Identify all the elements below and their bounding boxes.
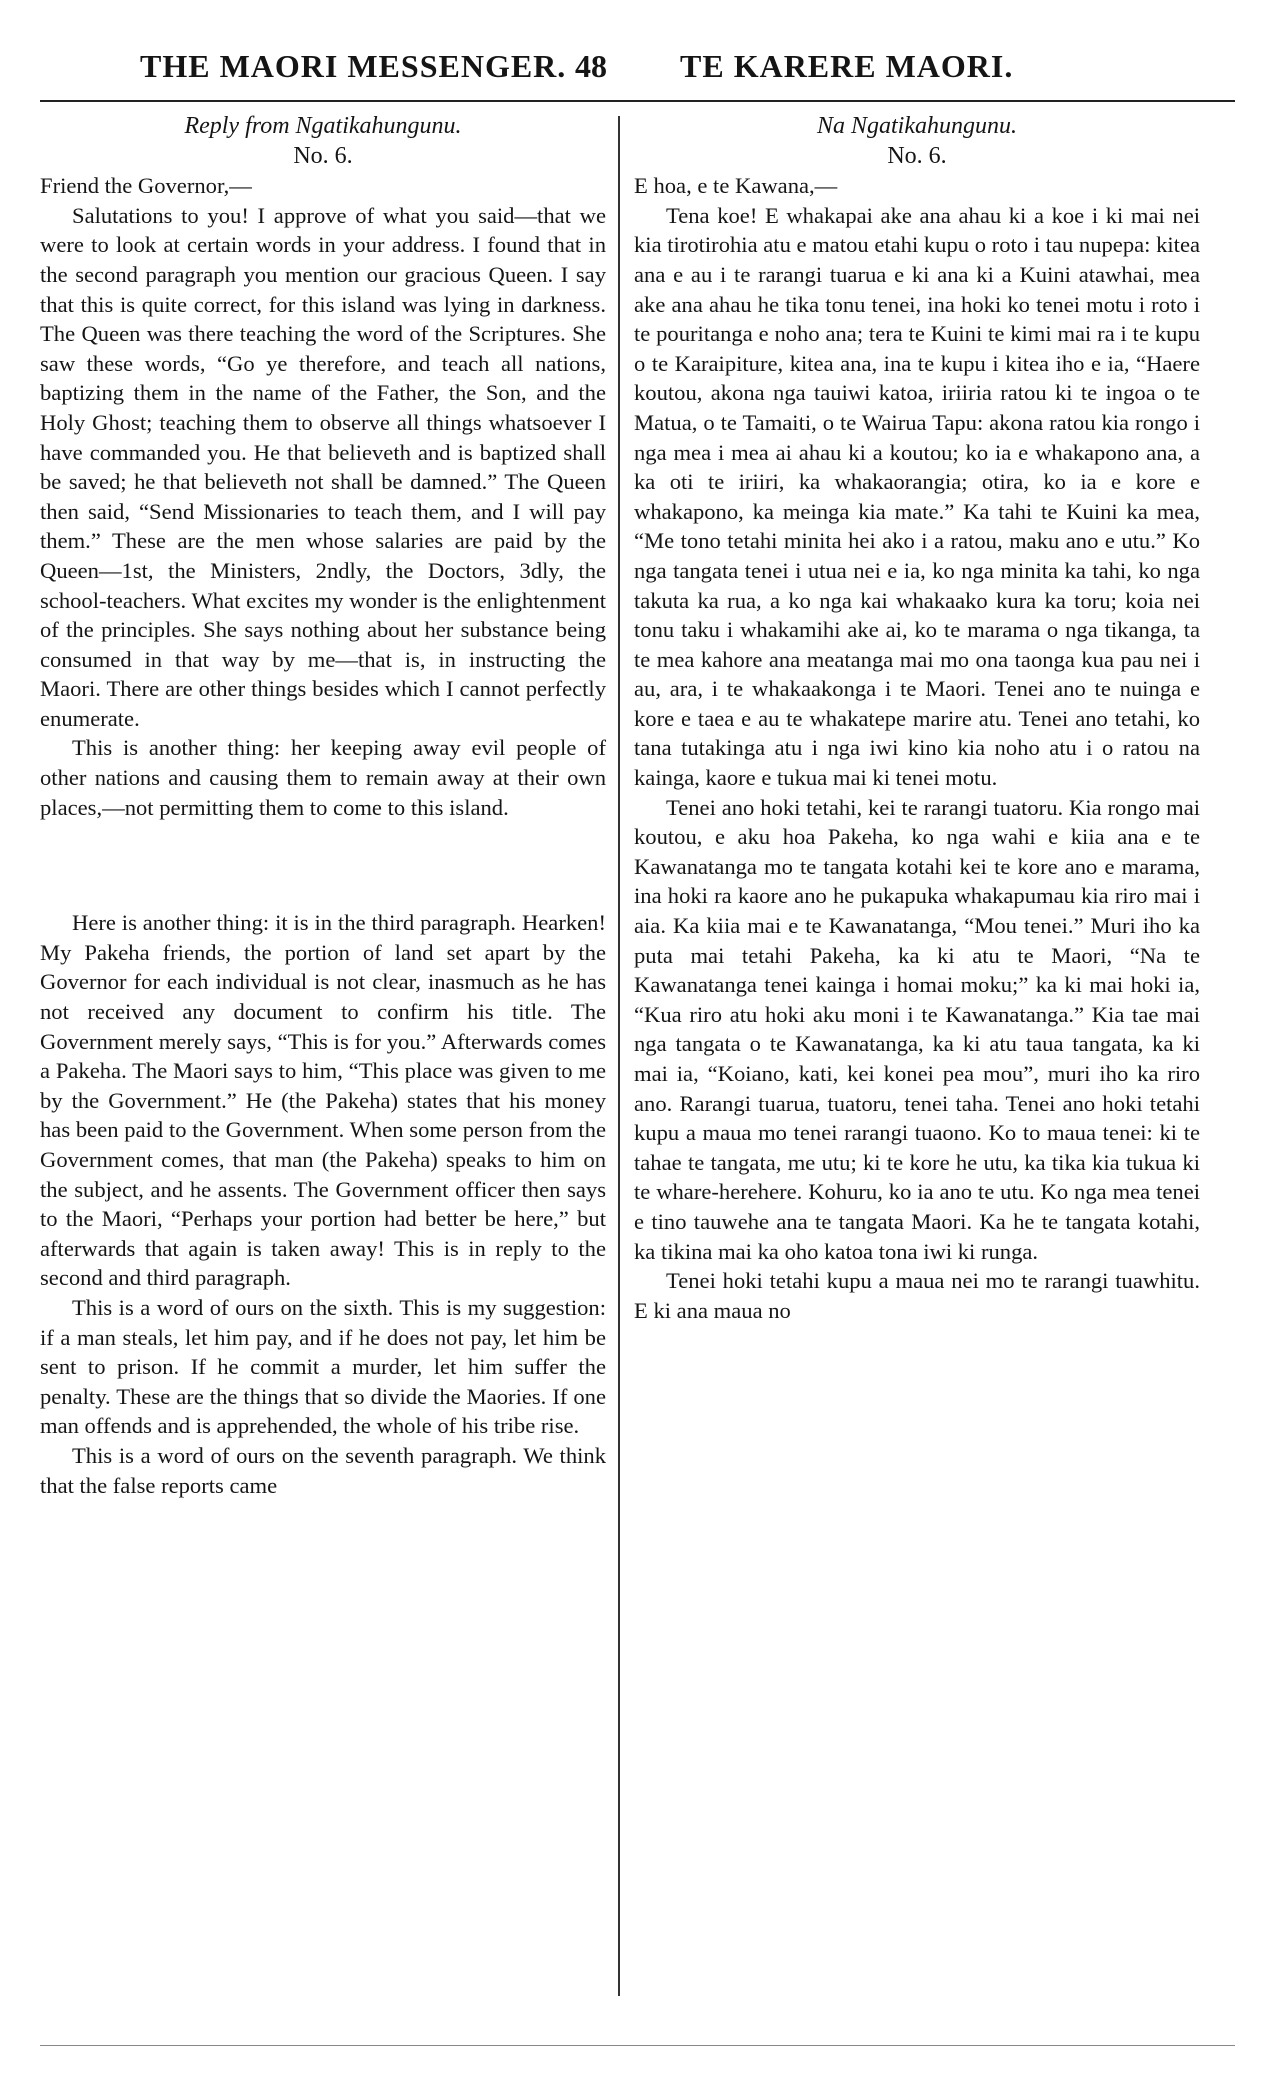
english-paragraph-2: This is another thing: her keeping away evil people of other nations and causing them to remain away at their own places,—not permitting them to come to this island.: [40, 735, 606, 820]
english-salutation: Friend the Governor,—: [40, 173, 252, 199]
english-column: [40, 112, 606, 1500]
header-english-title: THE MAORI MESSENGER.: [140, 48, 567, 84]
maori-paragraph-3: Tenei hoki tetahi kupu a maua nei mo te rarangi tuawhitu. E ki ana maua no: [634, 1268, 1200, 1323]
column-divider: [618, 116, 620, 1996]
page-number: 48: [575, 48, 607, 84]
maori-letter-title: Na Ngatikahungunu.: [816, 113, 1017, 139]
english-letter-title: Reply from Ngatikahungunu.: [184, 113, 462, 139]
english-paragraph-4: This is a word of ours on the sixth. This is my suggestion: if a man steals, let him pay, and if he does not pay, let him be sent to prison. If he commit a murder, let him suffer the penalty. These are the things that so divide the Maories. If one man offends and is apprehended, the whole of his tribe rise.: [40, 1294, 606, 1439]
header-rule: [40, 100, 1235, 102]
header-maori-title: TE KARERE MAORI.: [680, 48, 1014, 84]
english-letter-number: No. 6.: [293, 142, 353, 169]
english-column-gap: [40, 822, 606, 908]
english-paragraph-3: Here is another thing: it is in the third paragraph. Hearken! My Pakeha friends, the portion of land set apart by the Governor for each individual is not clear, inasmuch as he has not received any document to confirm his title. The Government merely says, “This is for you.” Afterwards comes a Pakeha. The Maori says to him, “This place was given to me by the Government.” He (the Pakeha) states that his money has been paid to the Government. When some person from the Government comes, that man (the Pakeha) speaks to him on the subject, and he assents. The Government officer then says to the Maori, “Perhaps your portion had better be here,” but afterwards that again is taken away! This is in reply to the second and third paragraph.: [40, 910, 606, 1291]
maori-column: [634, 112, 1200, 1325]
page-header: [40, 48, 1240, 92]
maori-letter-number: No. 6.: [887, 142, 947, 169]
maori-paragraph-2: Tenei ano hoki tetahi, kei te rarangi tuatoru. Kia rongo mai koutou, e aku hoa Pakeha, ko nga wahi e kiia ana e te Kawanatanga mo te tangata kotahi kei te kore ano e marama, ina hoki ra kaore ano he pukapuka whakapumau kia riro mai i aia. Ka kiia mai e te Kawanatanga, “Mou tenei.” Muri iho ka puta mai tetahi Pakeha, ka ki atu te Maori, “Na te Kawanatanga tenei kainga i homai moku;” ka ki mai hoki ia, “Kua riro atu hoki aku moni i te Kawanatanga.” Kia tae mai nga tangata o te Kawanatanga, ka ki atu taua tangata, ka ki mai ia, “Koiano, kati, kei konei pea mou”, muri iho ka riro ano. Rarangi tuarua, tuatoru, tenei taha. Tenei ano hoki tetahi kupu a maua mo tenei rarangi tuaono. Ko to maua tenei: ki te tahae te tangata, me utu; ki te kore he utu, ka tika kia tukua ki te whare-herehere. Kohuru, ko ia ano te utu. Ko nga mea tenei e tino tauwehe ana te tangata Maori. Ka he te tangata kotahi, ka tikina mai ka oho katoa tona iwi ki runga.: [634, 794, 1200, 1264]
english-paragraph-1: Salutations to you! I approve of what you said—that we were to look at certain words in your address. I found that in the second paragraph you mention our gracious Queen. I say that this is quite correct, for this island was lying in darkness. The Queen was there teaching the word of the Scriptures. She saw these words, “Go ye therefore, and teach all nations, baptizing them in the name of the Father, the Son, and the Holy Ghost; teaching them to observe all things whatsoever I have commanded you. He that believeth and is baptized shall be saved; he that believeth not shall be damned.” The Queen then said, “Send Missionaries to teach them, and I will pay them.” These are the men whose salaries are paid by the Queen—1st, the Ministers, 2ndly, the Doctors, 3dly, the school-teachers. What excites my wonder is the enlightenment of the principles. She says nothing about her substance being consumed in that way by me—that is, in instructing the Maori. There are other things besides which I cannot perfectly enumerate.: [40, 202, 606, 731]
maori-paragraph-1: Tena koe! E whakapai ake ana ahau ki a koe i ki mai nei kia tirotirohia atu e matou etahi kupu o roto i tau nupepa: kitea ana e au i te rarangi tuarua e ki ana ki a Kuini atawhai, mea ake ana ahau he tika tonu tenei, ina hoki ko tenei motu i roto i te pouritanga e noho ana; tera te Kuini te kimi mai ra i te kupu o te Karaipiture, kitea ana, ina te kupu i kitea iho e ia, “Haere koutou, akona nga tauiwi katoa, iriiria ratou ki te ingoa o te Matua, o te Tamaiti, o te Wairua Tapu: akona ratou kia rongo i nga mea i mea ai ahau ki a koutou; ko ia e whakapono ana, a ka oti te iriiri, ka whakaorangia; otira, ko ia e kore e whakapono, ka meinga kia mate.” Ka tahi te Kuini ka mea, “Me tono tetahi minita hei ako i a ratou, maku ano e utu.” Ko nga tangata tenei i utua nei e ia, ko nga minita ka tahi, ko nga takuta ka rua, a ko nga kai whakaako kura ka toru; koia nei tonu taku i whakamihi ake ai, ko te marama o nga tikanga, ta te mea kahore ana meatanga mai mo ona taonga kua pau nei i au, ara, i te whakaakonga i te Maori. Tenei ano te nuinga e kore e taea e au te whakatepe marire atu. Tenei ano tetahi, ko tana tutakinga atu i nga iwi kino kia noho atu i o ratou na kainga, kaore e tukua mai ki tenei motu.: [634, 202, 1200, 791]
english-paragraph-5: This is a word of ours on the seventh paragraph. We think that the false reports came: [40, 1442, 606, 1498]
maori-salutation: E hoa, e te Kawana,—: [634, 173, 838, 199]
footer-rule: [40, 2045, 1235, 2046]
